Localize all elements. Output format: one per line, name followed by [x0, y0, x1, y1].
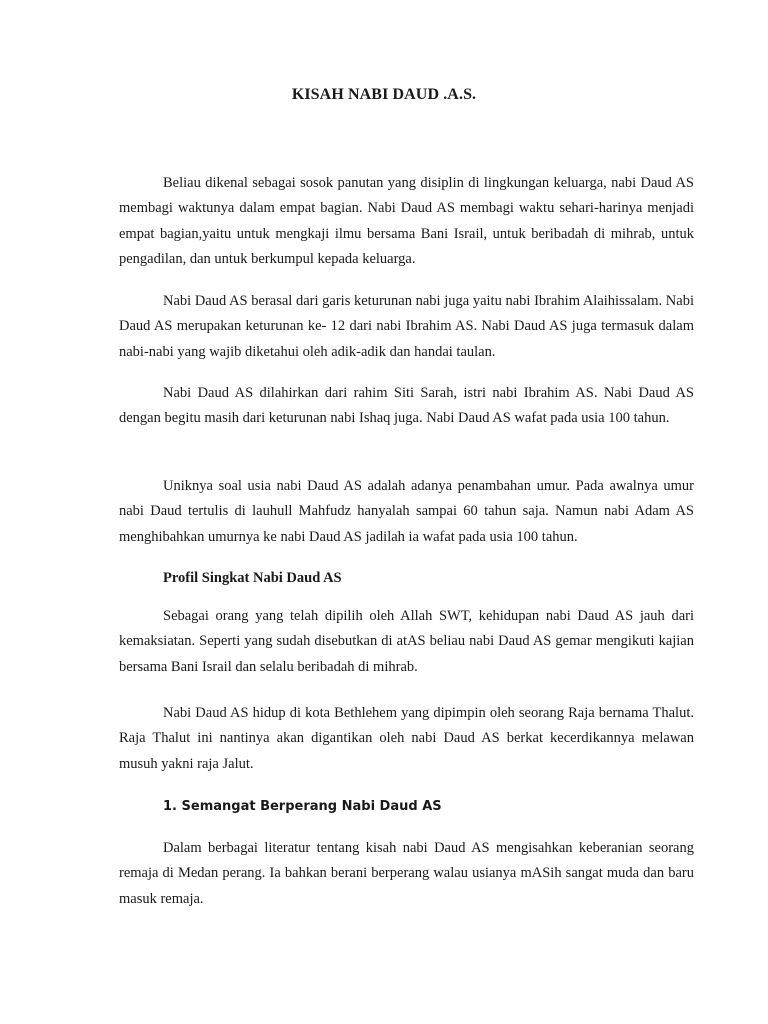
paragraph-4: Uniknya soal usia nabi Daud AS adalah adanya penambahan umur. Pada awalnya umur nabi Daud tertulis di lauhull Mahfudz hanyalah sampai 60 tahun saja. Namun nabi Adam AS menghibahkan umurnya ke nabi Daud AS jadilah ia wafat pada usia 100 tahun.	[119, 478, 694, 545]
paragraph-2: Nabi Daud AS berasal dari garis keturunan nabi juga yaitu nabi Ibrahim Alaihissalam. Nabi Daud AS merupakan keturunan ke- 12 dari nabi Ibrahim AS. Nabi Daud AS juga termasuk dalam nabi-nabi yang wajib diketahui oleh adik-adik dan handai taulan.	[119, 293, 694, 360]
page-title: KISAH NABI DAUD .A.S.	[291, 86, 477, 103]
paragraph-5: Sebagai orang yang telah dipilih oleh Allah SWT, kehidupan nabi Daud AS jauh dari kemaksiatan. Seperti yang sudah disebutkan di atAS beliau nabi Daud AS gemar mengikuti kajian bersama Bani Israil dan selalu beribadah di mihrab.	[119, 608, 694, 675]
section-heading-semangat: 1. Semangat Berperang Nabi Daud AS	[163, 799, 442, 814]
paragraph-1: Beliau dikenal sebagai sosok panutan yang disiplin di lingkungan keluarga, nabi Daud AS membagi waktunya dalam empat bagian. Nabi Daud AS membagi waktu sehari-harinya menjadi empat bagian,yaitu untuk mengkaji ilmu bersama Bani Israil, untuk beribadah di mihrab, untuk pengadilan, dan untuk berkumpul kepada keluarga.	[119, 175, 694, 267]
section-heading-profil: Profil Singkat Nabi Daud AS	[163, 570, 342, 586]
paragraph-6: Nabi Daud AS hidup di kota Bethlehem yang dipimpin oleh seorang Raja bernama Thalut. Raja Thalut ini nantinya akan digantikan oleh nabi Daud AS berkat kecerdikannya melawan musuh yakni raja Jalut.	[119, 705, 694, 772]
paragraph-7: Dalam berbagai literatur tentang kisah nabi Daud AS mengisahkan keberanian seorang remaja di Medan perang. Ia bahkan berani berperang walau usianya mASih sangat muda dan baru masuk remaja.	[119, 840, 694, 907]
paragraph-3: Nabi Daud AS dilahirkan dari rahim Siti Sarah, istri nabi Ibrahim AS. Nabi Daud AS dengan begitu masih dari keturunan nabi Ishaq juga. Nabi Daud AS wafat pada usia 100 tahun.	[119, 385, 694, 427]
